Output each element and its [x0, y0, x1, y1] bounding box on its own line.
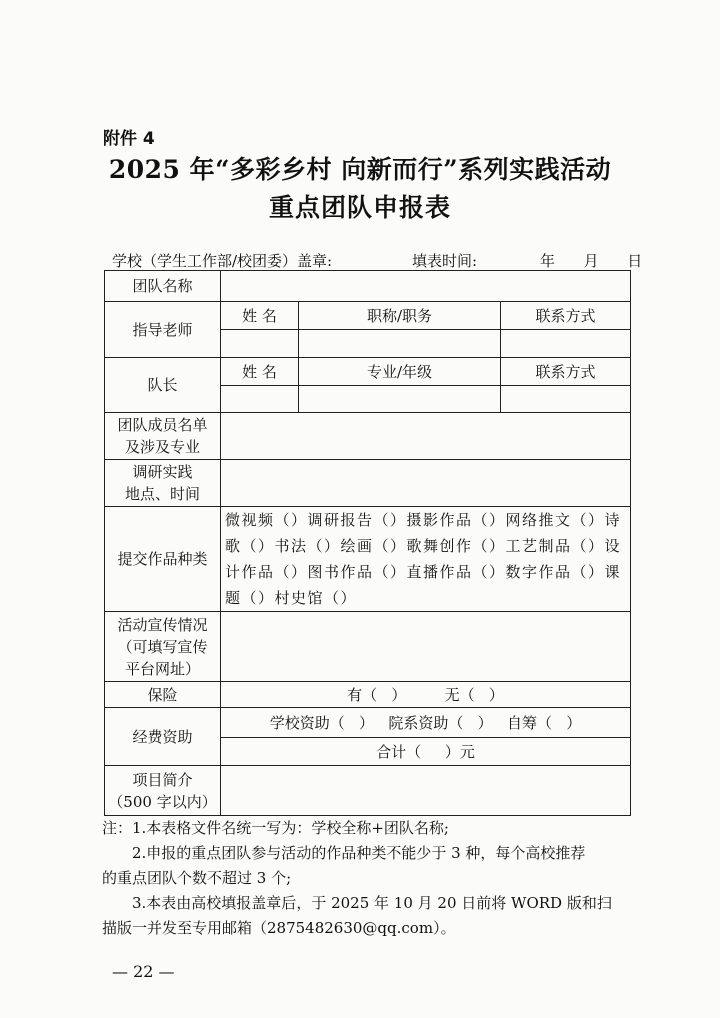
note-2a: 2.申报的重点团队参与活动的作品种类不能少于 3 种，每个高校推荐 — [132, 844, 586, 862]
publicity-label-line3: 平台网址） — [124, 659, 200, 678]
advisor-contact-field[interactable] — [501, 330, 631, 358]
note-1: 注：1.本表格文件名统一写为：学校全称+团队名称; — [102, 819, 449, 837]
research-label-line1: 调研实践 — [132, 463, 193, 481]
funding-total[interactable]: 合计（ ）元 — [221, 738, 631, 766]
form-notes — [102, 816, 636, 941]
leader-major-header: 专业/年级 — [299, 358, 501, 386]
form-title-line2: 重点团队申报表 — [268, 193, 451, 222]
research-label — [105, 460, 221, 507]
insurance-label: 保险 — [105, 682, 221, 708]
works-line4: 题（）村史馆（） — [225, 589, 358, 607]
works-type-options[interactable] — [221, 507, 631, 612]
note-3a: 3.本表由高校填报盖章后，于 2025 年 10 月 20 日前将 WORD 版和扫 — [132, 894, 612, 912]
school-stamp-label: 学校（学生工作部/校团委）盖章: — [112, 252, 333, 270]
research-field[interactable] — [221, 460, 631, 507]
advisor-title-field[interactable] — [299, 330, 501, 358]
fill-time-label: 填表时间: — [412, 252, 478, 270]
form-title-line1: 2025 年“多彩乡村 向新而行”系列实践活动 — [108, 155, 612, 184]
publicity-label-line1: 活动宣传情况 — [117, 615, 208, 634]
members-field[interactable] — [221, 413, 631, 460]
summary-label-line2: （500 字以内） — [108, 792, 217, 811]
publicity-label-line2: （可填写宣传 — [117, 637, 208, 656]
team-name-field[interactable] — [221, 271, 631, 302]
funding-options[interactable]: 学校资助（ ） 院系资助（ ） 自筹（ ） — [221, 708, 631, 738]
publicity-label — [105, 612, 221, 682]
advisor-name-header: 姓 名 — [221, 302, 299, 330]
leader-name-field[interactable] — [221, 386, 299, 413]
advisor-contact-header: 联系方式 — [501, 302, 631, 330]
application-form-table — [104, 270, 631, 816]
leader-major-field[interactable] — [299, 386, 501, 413]
summary-label-line1: 项目简介 — [132, 770, 193, 789]
members-label-line2: 及涉及专业 — [124, 438, 200, 456]
leader-contact-field[interactable] — [501, 386, 631, 413]
note-3b: 描版一并发至专用邮箱（2875482630@qq.com）。 — [102, 919, 456, 937]
insurance-options[interactable]: 有（ ） 无（ ） — [221, 682, 631, 708]
publicity-field[interactable] — [221, 612, 631, 682]
note-2b: 的重点团队个数不超过 3 个; — [102, 869, 292, 887]
leader-label: 队长 — [105, 358, 221, 413]
page-number: — 22 — — [112, 962, 175, 981]
members-label — [105, 413, 221, 460]
advisor-label: 指导老师 — [105, 302, 221, 358]
leader-name-header: 姓 名 — [221, 358, 299, 386]
research-label-line2: 地点、时间 — [124, 485, 200, 503]
leader-contact-header: 联系方式 — [501, 358, 631, 386]
attachment-label: 附件 4 — [103, 129, 155, 149]
advisor-title-header: 职称/职务 — [299, 302, 501, 330]
members-label-line1: 团队成员名单 — [117, 416, 208, 434]
date-placeholder: 年 月 日 — [540, 252, 643, 270]
works-type-label: 提交作品种类 — [105, 507, 221, 612]
works-line1: 微视频（）调研报告（）摄影作品（）网络推文（）诗 — [225, 511, 622, 529]
advisor-name-field[interactable] — [221, 330, 299, 358]
team-name-label: 团队名称 — [105, 271, 221, 302]
summary-label — [105, 766, 221, 816]
works-line3: 计作品（）图书作品（）直播作品（）数字作品（）课 — [225, 563, 622, 581]
works-line2: 歌（）书法（）绘画（）歌舞创作（）工艺制品（）设 — [225, 537, 622, 555]
funding-label: 经费资助 — [105, 708, 221, 766]
summary-field[interactable] — [221, 766, 631, 816]
